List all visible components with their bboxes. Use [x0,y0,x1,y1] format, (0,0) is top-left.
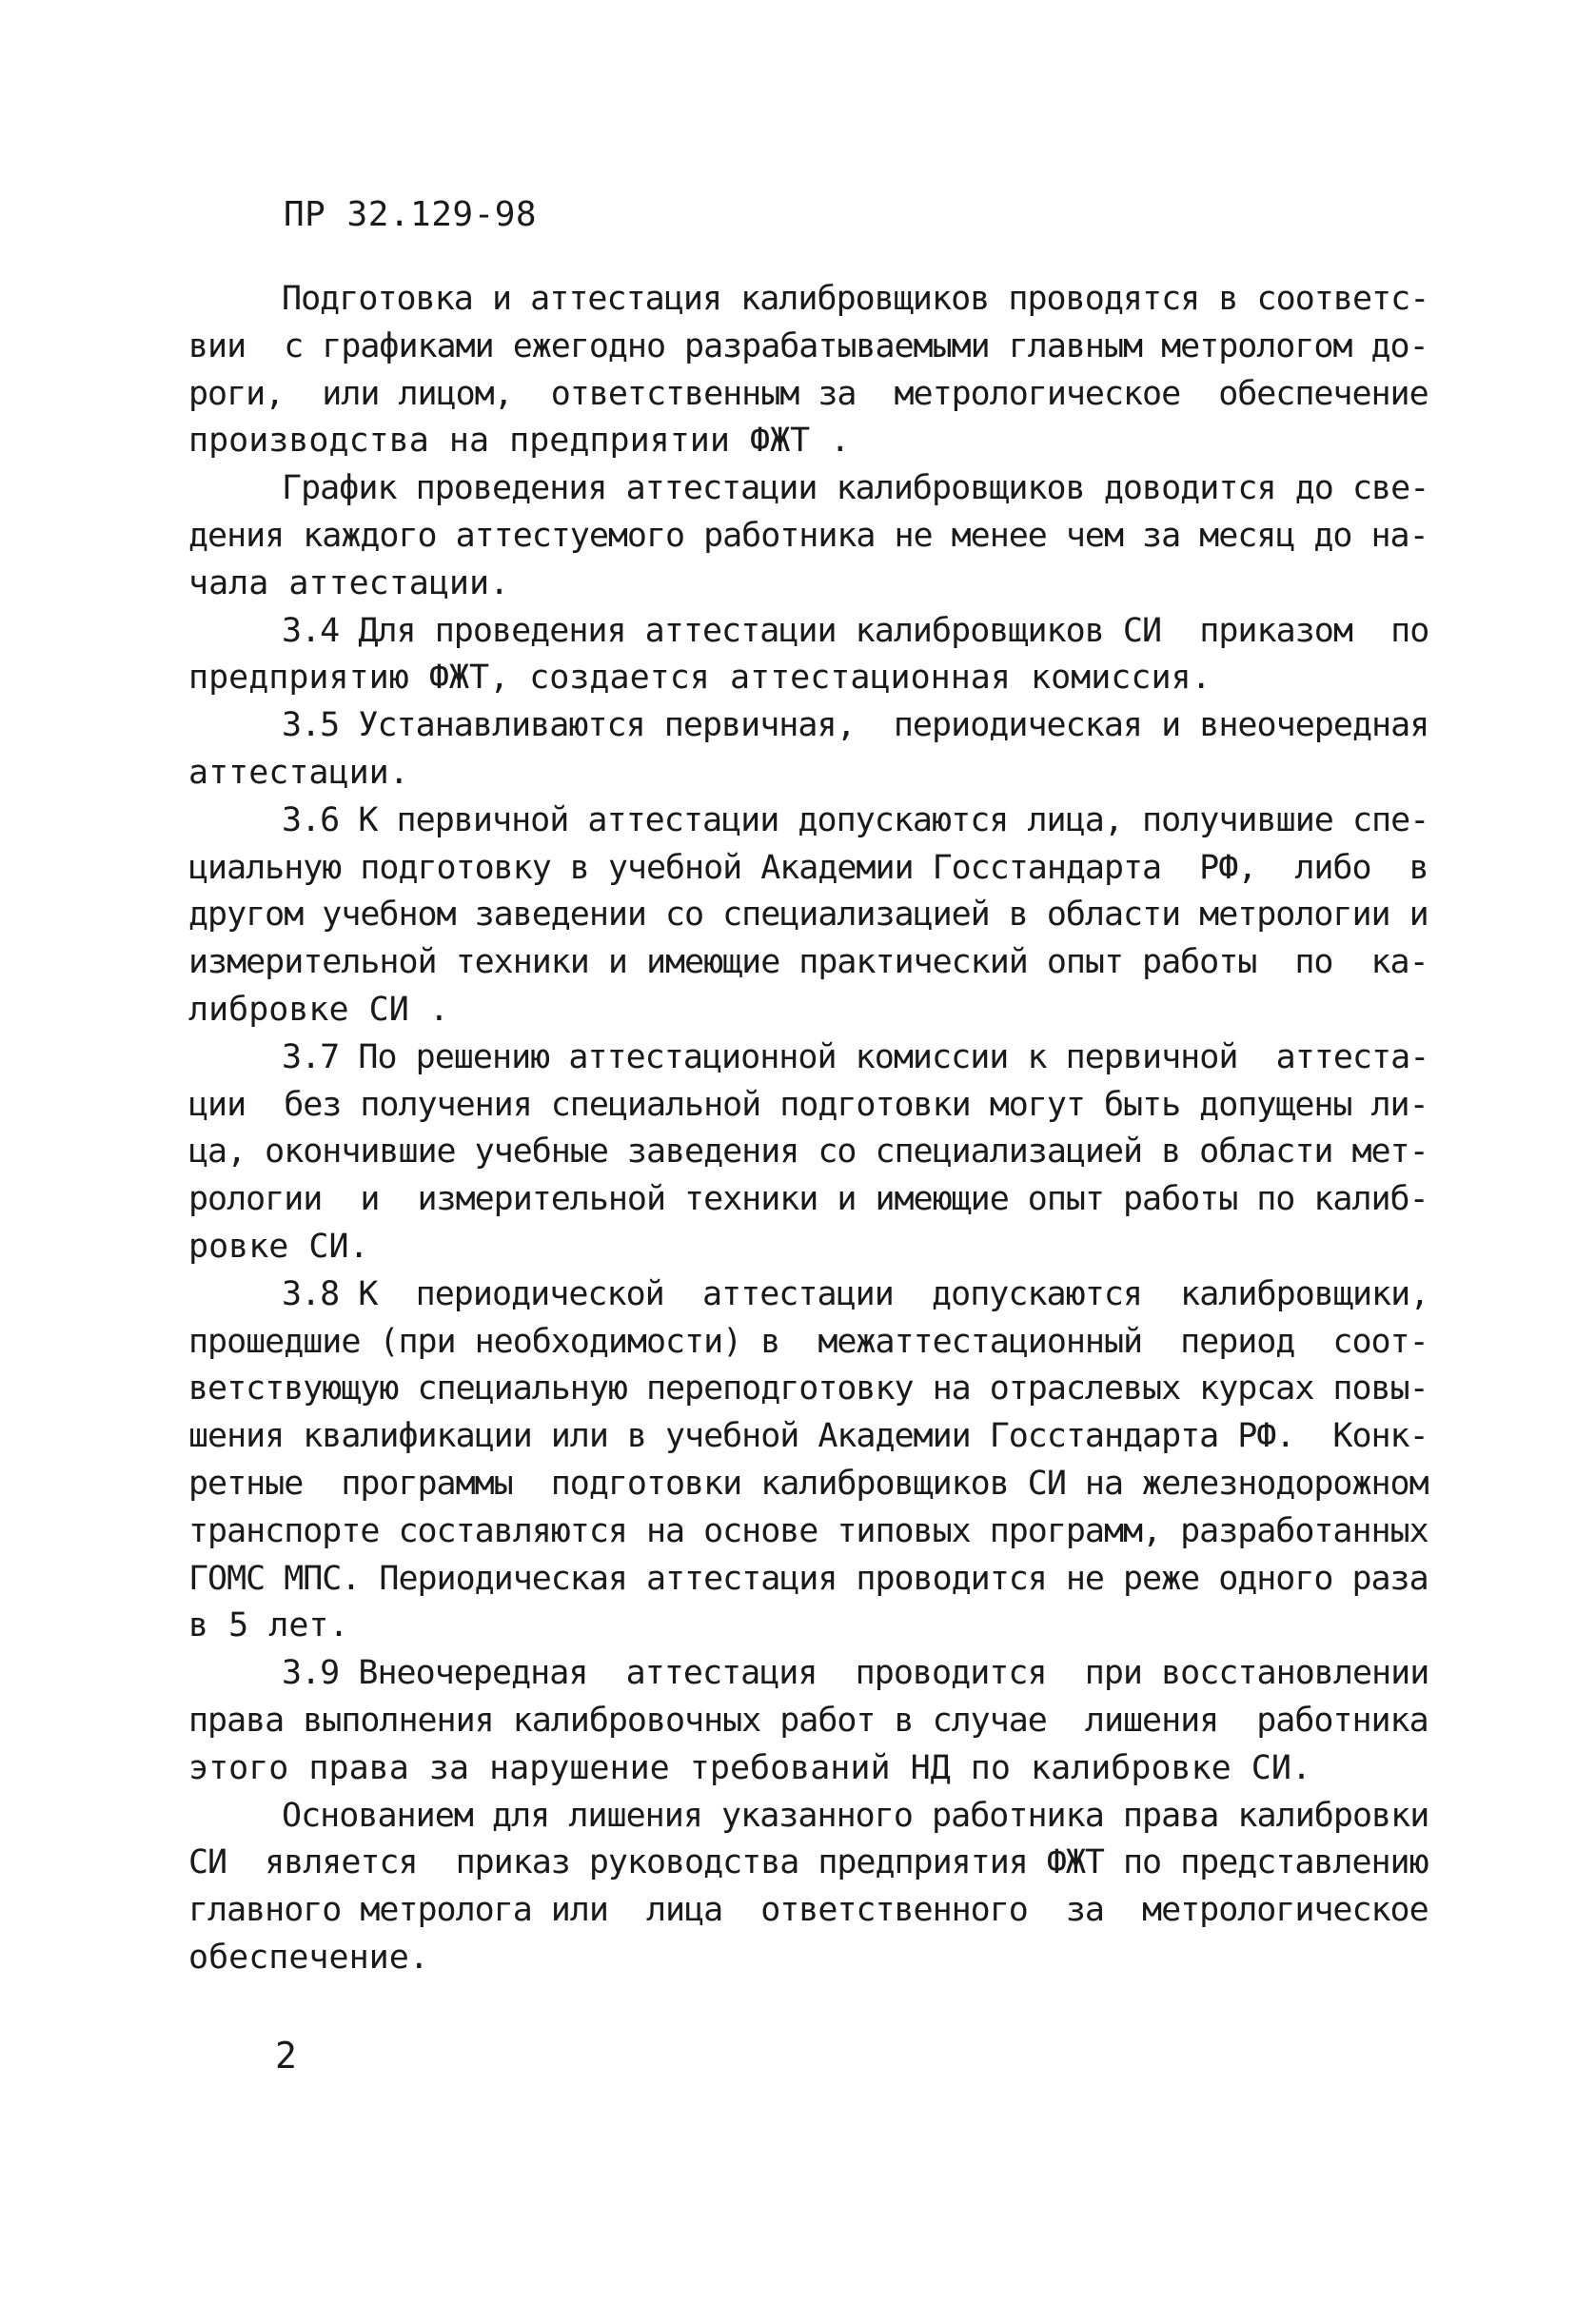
text-line: 3.5 Устанавливаются первичная, периодическая и внеочередная [282,706,1429,745]
text-line: ГОМС МПС. Периодическая аттестация проводится не реже одного раза [188,1559,1429,1598]
text-line: Подготовка и аттестация калибровщиков проводятся в соответс- [282,280,1429,318]
text-line: чала аттестации. [188,563,510,602]
text-line: главного метролога или лица ответственного за метрологическое [188,1891,1429,1930]
text-line: измерительной техники и имеющие практический опыт работы по ка- [188,943,1429,982]
text-line: СИ является приказ руководства предприятия ФЖТ по представлению [188,1843,1429,1882]
text-line: 3.6 К первичной аттестации допускаются лица, получившие спе- [282,800,1429,839]
text-line: производства на предприятии ФЖТ . [188,422,851,461]
text-line: в 5 лет. [188,1606,349,1645]
text-line: 3.9 Внеочередная аттестация проводится при восстановлении [282,1654,1429,1693]
text-line: предприятию ФЖТ, создается аттестационная комиссия. [188,659,1212,698]
page-number: 2 [275,2035,297,2077]
text-line: ретные программы подготовки калибровщиков СИ на железнодорожном [188,1464,1429,1503]
text-line: 3.7 По решению аттестационной комиссии к первичной аттеста- [282,1037,1429,1076]
text-line: ции без получения специальной подготовки могут быть допущены ли- [188,1085,1429,1124]
text-line: обеспечение. [188,1938,429,1977]
text-line: Основанием для лишения указанного работника права калибровки [282,1796,1429,1835]
text-line: аттестации. [188,753,409,792]
text-line: 3.8 К периодической аттестации допускаются калибровщики, [282,1274,1429,1313]
text-line: права выполнения калибровочных работ в случае лишения работника [188,1701,1429,1740]
text-line: График проведения аттестации калибровщиков доводится до све- [282,469,1429,508]
text-line: 3.4 Для проведения аттестации калибровщиков СИ приказом по [282,611,1429,650]
text-line: этого права за нарушение требований НД по калибровке СИ. [188,1748,1312,1787]
text-line: транспорте составляются на основе типовых программ, разработанных [188,1511,1429,1550]
document-code: ПР 32.129-98 [284,195,538,234]
text-line: ца, окончившие учебные заведения со специализацией в области мет- [188,1132,1429,1172]
text-line: роги, или лицом, ответственным за метрологическое обеспечение [188,374,1429,413]
text-line: дения каждого аттестуемого работника не менее чем за месяц до на- [188,516,1429,555]
text-line: вии с графиками ежегодно разрабатываемыми главным метрологом до- [188,326,1429,365]
text-line: рологии и измерительной техники и имеющие опыт работы по калиб- [188,1180,1429,1219]
text-line: прошедшие (при необходимости) в межаттестационный период соот- [188,1322,1429,1361]
text-line: ветствующую специальную переподготовку на отраслевых курсах повы- [188,1369,1429,1408]
document-body [188,276,1429,1982]
text-line: другом учебном заведении со специализацией в области метрологии и [188,896,1429,935]
text-line: циальную подготовку в учебной Академии Госстандарта РФ, либо в [188,848,1429,887]
text-line: либровке СИ . [188,990,449,1029]
text-line: ровке СИ. [188,1227,369,1266]
text-line: шения квалификации или в учебной Академии Госстандарта РФ. Конк- [188,1417,1429,1456]
